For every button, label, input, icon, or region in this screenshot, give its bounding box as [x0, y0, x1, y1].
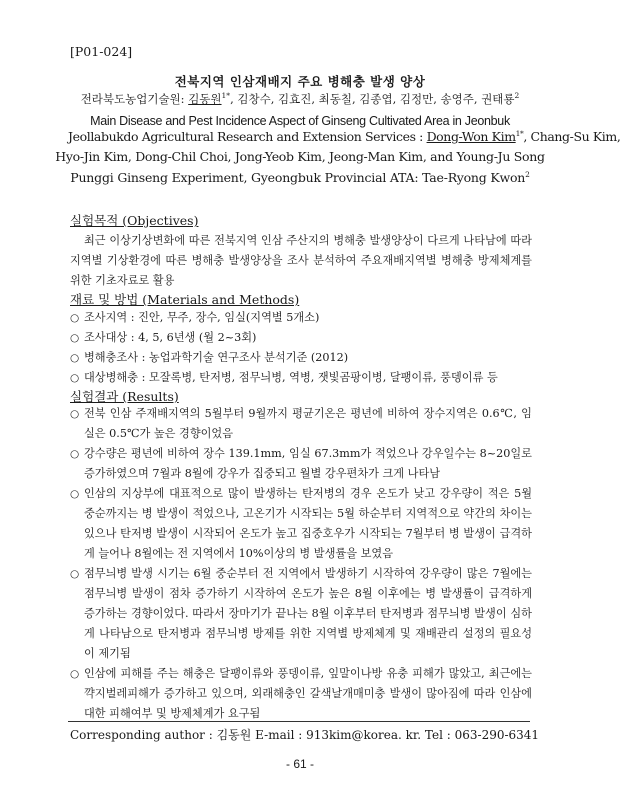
methods-heading: 재료 및 방법 (Materials and Methods): [70, 292, 300, 307]
list-item: ○ 조사대상 : 4, 5, 6년생 (월 2~3회): [70, 328, 532, 348]
objectives-text: [70, 231, 532, 291]
bullet-circle-icon: ○: [70, 668, 80, 680]
list-item: ○ 인삼의 지상부에 대표적으로 많이 발생하는 탄저병의 경우 온도가 낮고 강우량이 적은 5월 중순까지는 병 발생이 적었으나, 고온기가 시작되는 5월 하순부터 지역적으로 약간의 차이는 있으나 탄저병 발생이 시작되어 온도가 높고 집중호우가 시작되는 7월부터 병 발생이 급격하게 늘어나 8월에는 전 지역에서 10%이상의 병 발생률을 보였음: [70, 484, 532, 564]
corresponding-author-footer: Corresponding author : 김동원 E-mail : 913kim@korea. kr. Tel : 063-290-6341: [70, 728, 540, 742]
bullet-circle-icon: ○: [70, 488, 80, 500]
korean-affiliation: 전라북도농업기술원:: [80, 92, 189, 106]
affiliation-mark: 1*: [221, 91, 231, 101]
abstract-code: [P01-024]: [70, 44, 133, 59]
bullet-circle-icon: ○: [70, 312, 80, 324]
korean-title: 전북지역 인삼재배지 주요 병해충 발생 양상: [174, 74, 426, 89]
affiliation-2-text: Punggi Ginseng Experiment, Gyeongbuk Provincial ATA: Tae-Ryong Kwon: [70, 170, 526, 185]
list-item: ○ 대상병해충 : 모잘록병, 탄저병, 점무늬병, 역병, 잿빛곰팡이병, 달팽이류, 풍뎅이류 등: [70, 368, 532, 388]
results-list: [70, 404, 532, 724]
list-item: ○ 인삼에 피해를 주는 해충은 달팽이류와 풍뎅이류, 잎말이나방 유충 피해가 많았고, 최근에는 꺅지벌레피해가 증가하고 있으며, 외래해충인 갈색날개매미충 발생이 많아짐에 따라 인삼에 대한 피해여부 및 방제체계가 요구됨: [70, 664, 532, 724]
korean-authors: [0, 91, 600, 107]
affiliation-mark: 2: [525, 169, 530, 179]
bullet-circle-icon: ○: [70, 568, 80, 580]
footer-divider: [68, 721, 530, 722]
english-affiliation: Jeollabukdo Agricultural Research and Extension Services :: [68, 129, 427, 144]
bullet-circle-icon: ○: [70, 408, 80, 420]
corresponding-author-en: Dong-Won Kim: [426, 129, 516, 144]
objectives-body: 최근 이상기상변화에 따른 전북지역 인삼 주산지의 병해충 발생양상이 다르게 나타남에 따라 지역별 기상환경에 따른 병해충 발생양상을 조사 분석하여 주요재배지역별 병해충 방제체계를 위한 기초자료로 활용: [70, 234, 532, 287]
bullet-circle-icon: ○: [70, 448, 80, 460]
list-item: ○ 병해충조사 : 농업과학기술 연구조사 분석기준 (2012): [70, 348, 532, 368]
english-authors-line1: [68, 128, 620, 144]
list-item: ○ 점무늬병 발생 시기는 6월 중순부터 전 지역에서 발생하기 시작하여 강우량이 많은 7월에는 점무늬병 발생이 점차 증가하기 시작하여 온도가 높은 8월 이후에는 병 발생률이 급격하게 증가하는 경향이었다. 따라서 장마기가 끝나는 8월 이후부터 탄저병과 점무늬병 발생이 심하게 나타남으로 탄저병과 점무늬병 방제를 위한 지역별 방제체계 및 재배관리 설정의 필요성이 제기됨: [70, 564, 532, 664]
coauthors-en: , Chang-Su Kim,: [523, 129, 620, 144]
objectives-heading: 실험목적 (Objectives): [70, 213, 199, 228]
english-affiliation-2: [0, 170, 600, 185]
corresponding-author-ko: 김동원: [188, 92, 222, 106]
list-item: ○ 조사지역 : 진안, 무주, 장수, 임실(지역별 5개소): [70, 308, 532, 328]
page-number: - 61 -: [285, 757, 314, 771]
bullet-circle-icon: ○: [70, 352, 80, 364]
coauthors-ko: , 김창수, 김효진, 최동칠, 김종엽, 김정만, 송영주, 권태룡: [230, 92, 515, 106]
results-heading: 실험결과 (Results): [70, 389, 179, 404]
list-item: ○ 전북 인삼 주재배지역의 5월부터 9월까지 평균기온은 평년에 비하여 장수지역은 0.6℃, 임실은 0.5℃가 높은 경향이었음: [70, 404, 532, 444]
bullet-circle-icon: ○: [70, 332, 80, 344]
list-item: ○ 강수량은 평년에 비하여 장수 139.1mm, 임실 67.3mm가 적었으나 강우일수는 8~20일로 증가하였으며 7월과 8월에 강우가 집중되고 월별 강우편차가 크게 나타남: [70, 444, 532, 484]
english-title: Main Disease and Pest Incidence Aspect of Ginseng Cultivated Area in Jeonbuk: [90, 114, 510, 128]
methods-list: [70, 308, 532, 388]
affiliation-mark: 2: [514, 91, 520, 101]
affiliation-mark: 1*: [515, 128, 524, 138]
bullet-circle-icon: ○: [70, 372, 80, 384]
english-authors-line2: Hyo-Jin Kim, Dong-Chil Choi, Jong-Yeob Kim, Jeong-Man Kim, and Young-Ju Song: [55, 149, 545, 164]
